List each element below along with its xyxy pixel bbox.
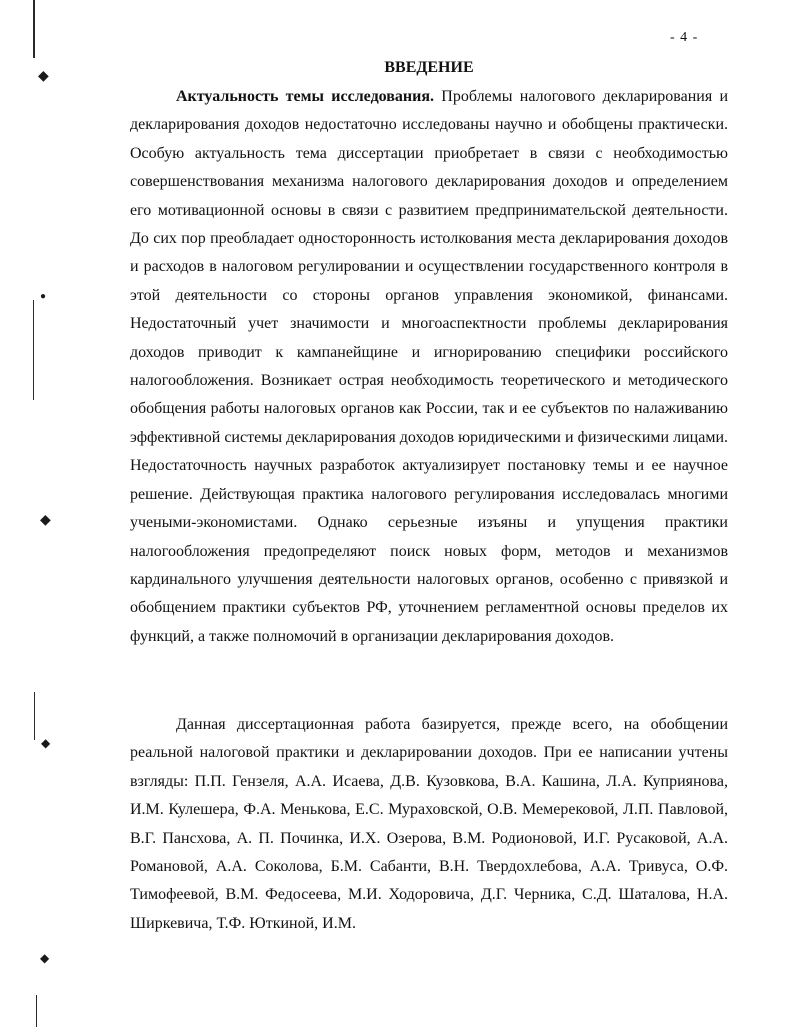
paragraph-body: Проблемы налогового декларирования и декларирования доходов недостаточно исследованы научно и обобщены практически. Особую актуальность тема диссертации приобретает в связи с необходимостью совершенствования механизма налогового декларирования доходов и определением его мотивационной основы в связи с развитием предпринимательской деятельности. До сих пор преобладает односторонность истолкования места декларирования доходов и расходов в налоговом регулировании и осуществлении государственного контроля в этой деятельности со стороны органов управления экономикой, финансами. Недостаточный учет значимости и многоаспектности проблемы декларирования доходов приводит к кампанейщине и игнорированию специфики российского налогообложения. Возникает острая необходимость теоретического и методического обобщения работы налоговых органов как России, так и ее субъектов по налаживанию эффективной системы декларирования доходов юридическими и физическими лицами. Недостаточность научных разработок актуализирует постановку темы и ее научное решение. Действующая практика налогового регулирования исследовалась многими учеными-экономистами. Однако серьезные изъяны и упущения практики налогообложения предопределяют поиск новых форм, методов и механизмов кардинального улучшения деятельности налоговых органов, особенно с привязкой и обобщением практики субъектов РФ, уточнением регламентной основы пределов их функций, а также полномочий в организации декларирования доходов.: [130, 88, 729, 645]
scan-speck-icon: ◆: [40, 951, 50, 965]
paragraph-body: Данная диссертационная работа базируется, прежде всего, на обобщении реальной налоговой практики и декларировании доходов. При ее написании учтены взгляды: П.П. Гензеля, А.А. Исаева, Д.В. Кузовкова, В.А. Кашина, Л.А. Куприянова, И.М. Кулешера, Ф.А. Менькова, Е.С. Мураховской, О.В. Мемерековой, Л.П. Павловой, В.Г. Пансхова, А. П. Починка, И.Х. Озерова, В.М. Родионовой, И.Г. Русаковой, А.А. Романовой, А.А. Соколова, Б.М. Сабанти, В.Н. Твердохлебова, А.А. Тривуса, О.Ф. Тимофеевой, В.М. Федосеева, М.И. Ходоровича, Д.Г. Черника, С.Д. Шаталова, Н.А. Ширкевича, Т.Ф. Юткиной, И.М.: [130, 716, 728, 932]
paragraph-lead: Актуальность темы исследования.: [176, 88, 435, 105]
scan-speck-icon: ◆: [41, 736, 51, 750]
scan-edge-line: [33, 0, 35, 58]
scan-speck-icon: ◆: [40, 513, 51, 528]
scan-speck-icon: ●: [40, 291, 47, 302]
paragraph-basis: [130, 711, 728, 938]
scan-edge-line: [36, 995, 37, 1027]
section-heading: ВВЕДЕНИЕ: [384, 59, 474, 76]
scan-edge-line: [34, 692, 35, 740]
paragraph-relevance: [130, 83, 728, 651]
scan-speck-icon: ◆: [38, 69, 49, 84]
page-number: - 4 -: [670, 30, 699, 45]
scan-edge-line: [33, 300, 34, 400]
